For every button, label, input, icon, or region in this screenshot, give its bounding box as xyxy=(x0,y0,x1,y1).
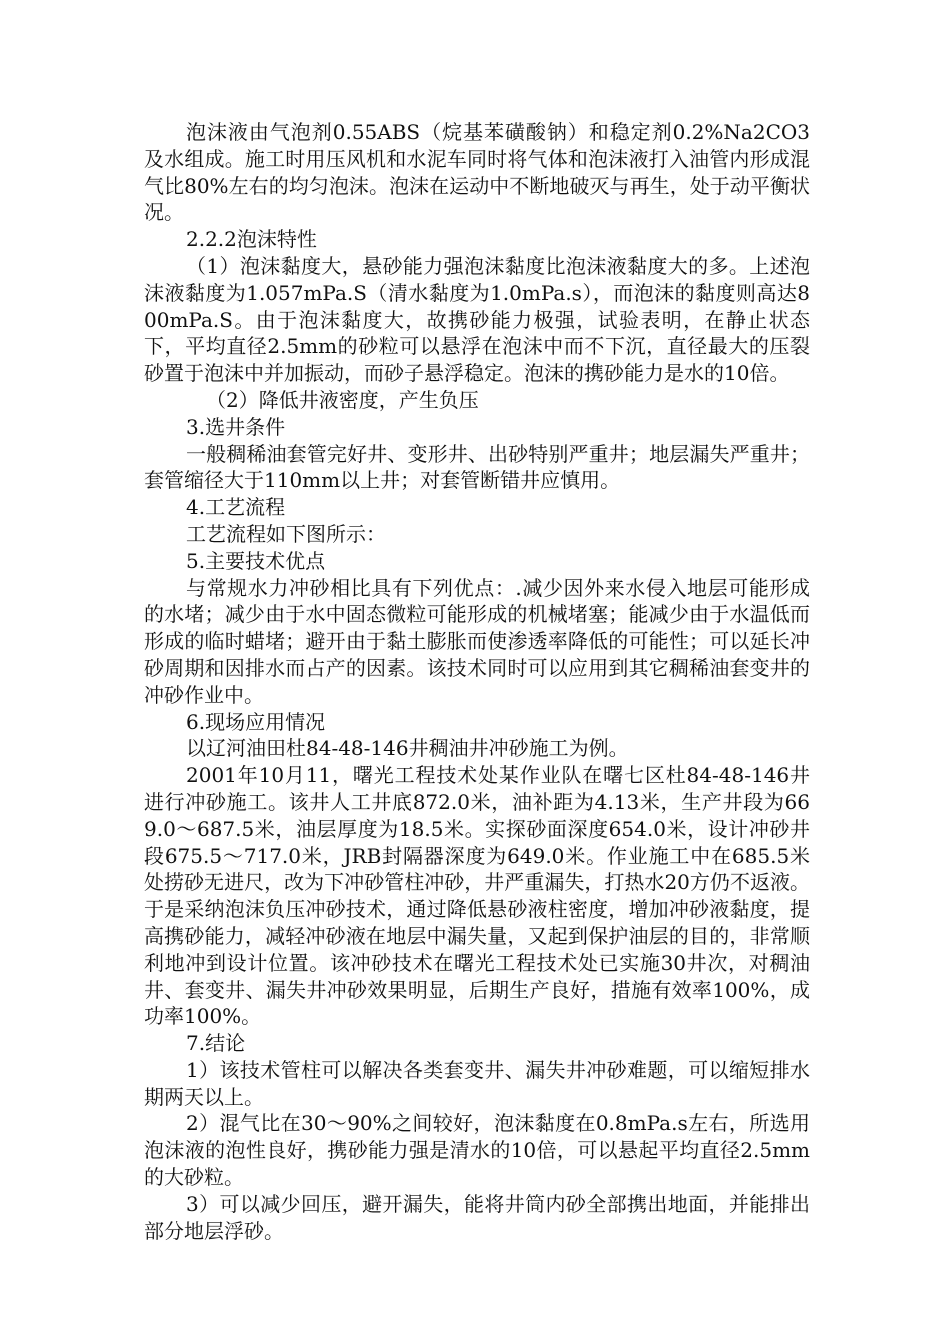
paragraph-field-case: 2001年10月11，曙光工程技术处某作业队在曙七区杜84-48-146井进行冲砂施工。该井人工井底872.0米，油补距为4.13米，生产井段为669.0～687.5米，油层厚度为18.5米。实探砂面深度654.0米，设计冲砂井段675.5～717.0米，JRB封隔器深度为649.0米。作业施工中在685.5米处捞砂无进尺，改为下冲砂管柱冲砂，井严重漏失，打热水20方仍不返液。于是采纳泡沫负压冲砂技术，通过降低悬砂液柱密度，增加冲砂液黏度，提高携砂能力，减轻冲砂液在地层中漏失量，又起到保护油层的目的，非常顺利地冲到设计位置。该冲砂技术在曙光工程技术处已实施30井次，对稠油井、套变井、漏失井冲砂效果明显，后期生产良好，措施有效率100%，成功率100%。 xyxy=(144,763,810,1029)
heading-advantages: 5.主要技术优点 xyxy=(186,548,326,573)
heading-foam-properties: 2.2.2泡沫特性 xyxy=(186,227,317,252)
paragraph-conclusion-3: 3）可以减少回压，避开漏失，能将井筒内砂全部携出地面，并能排出部分地层浮砂。 xyxy=(144,1191,810,1243)
heading-well-selection: 3.选井条件 xyxy=(186,414,286,439)
paragraph-conclusion-2: 2）混气比在30～90%之间较好，泡沫黏度在0.8mPa.s左右，所选用泡沫液的泡性良好，携砂能力强是清水的10倍，可以悬起平均直径2.5mm的大砂粒。 xyxy=(144,1111,810,1190)
paragraph-process-flow: 工艺流程如下图所示： xyxy=(186,521,386,546)
paragraph-conclusion-1: 1）该技术管柱可以解决各类套变井、漏失井冲砂难题，可以缩短排水期两天以上。 xyxy=(144,1057,810,1109)
paragraph-foam-composition: 泡沫液由气泡剂0.55ABS（烷基苯磺酸钠）和稳定剂0.2%Na2CO3及水组成。施工时用压风机和水泥车同时将气体和泡沫液打入油管内形成混气比80%左右的均匀泡沫。泡沫在运动中不断地破灭与再生，处于动平衡状况。 xyxy=(144,120,810,225)
paragraph-foam-viscosity: （1）泡沫黏度大，悬砂能力强泡沫黏度比泡沫液黏度大的多。上述泡沫液黏度为1.057mPa.S（清水黏度为1.0mPa.s），而泡沫的黏度则高达800mPa.S。由于泡沫黏度大，故携砂能力极强，试验表明，在静止状态下，平均直径2.5mm的砂粒可以悬浮在泡沫中而不下沉，直径最大的压裂砂置于泡沫中并加振动，而砂子悬浮稳定。泡沫的携砂能力是水的10倍。 xyxy=(144,253,810,386)
heading-field-application: 6.现场应用情况 xyxy=(186,709,326,734)
paragraph-reduce-density: （2）降低井液密度，产生负压 xyxy=(206,387,479,412)
paragraph-well-selection: 一般稠稀油套管完好井、变形井、出砂特别严重井；地层漏失严重井；套管缩径大于110mm以上井；对套管断错井应慎用。 xyxy=(144,441,810,493)
paragraph-example-intro: 以辽河油田杜84-48-146井稠油井冲砂施工为例。 xyxy=(186,736,629,761)
heading-conclusion: 7.结论 xyxy=(186,1031,246,1056)
paragraph-advantages: 与常规水力冲砂相比具有下列优点：.减少因外来水侵入地层可能形成的水堵；减少由于水中固态微粒可能形成的机械堵塞；能减少由于水温低而形成的临时蜡堵；避开由于黏土膨胀而使渗透率降低的可能性；可以延长冲砂周期和因排水而占产的因素。该技术同时可以应用到其它稠稀油套变井的冲砂作业中。 xyxy=(144,575,810,707)
heading-process-flow: 4.工艺流程 xyxy=(186,495,286,520)
document-body xyxy=(144,119,810,1244)
